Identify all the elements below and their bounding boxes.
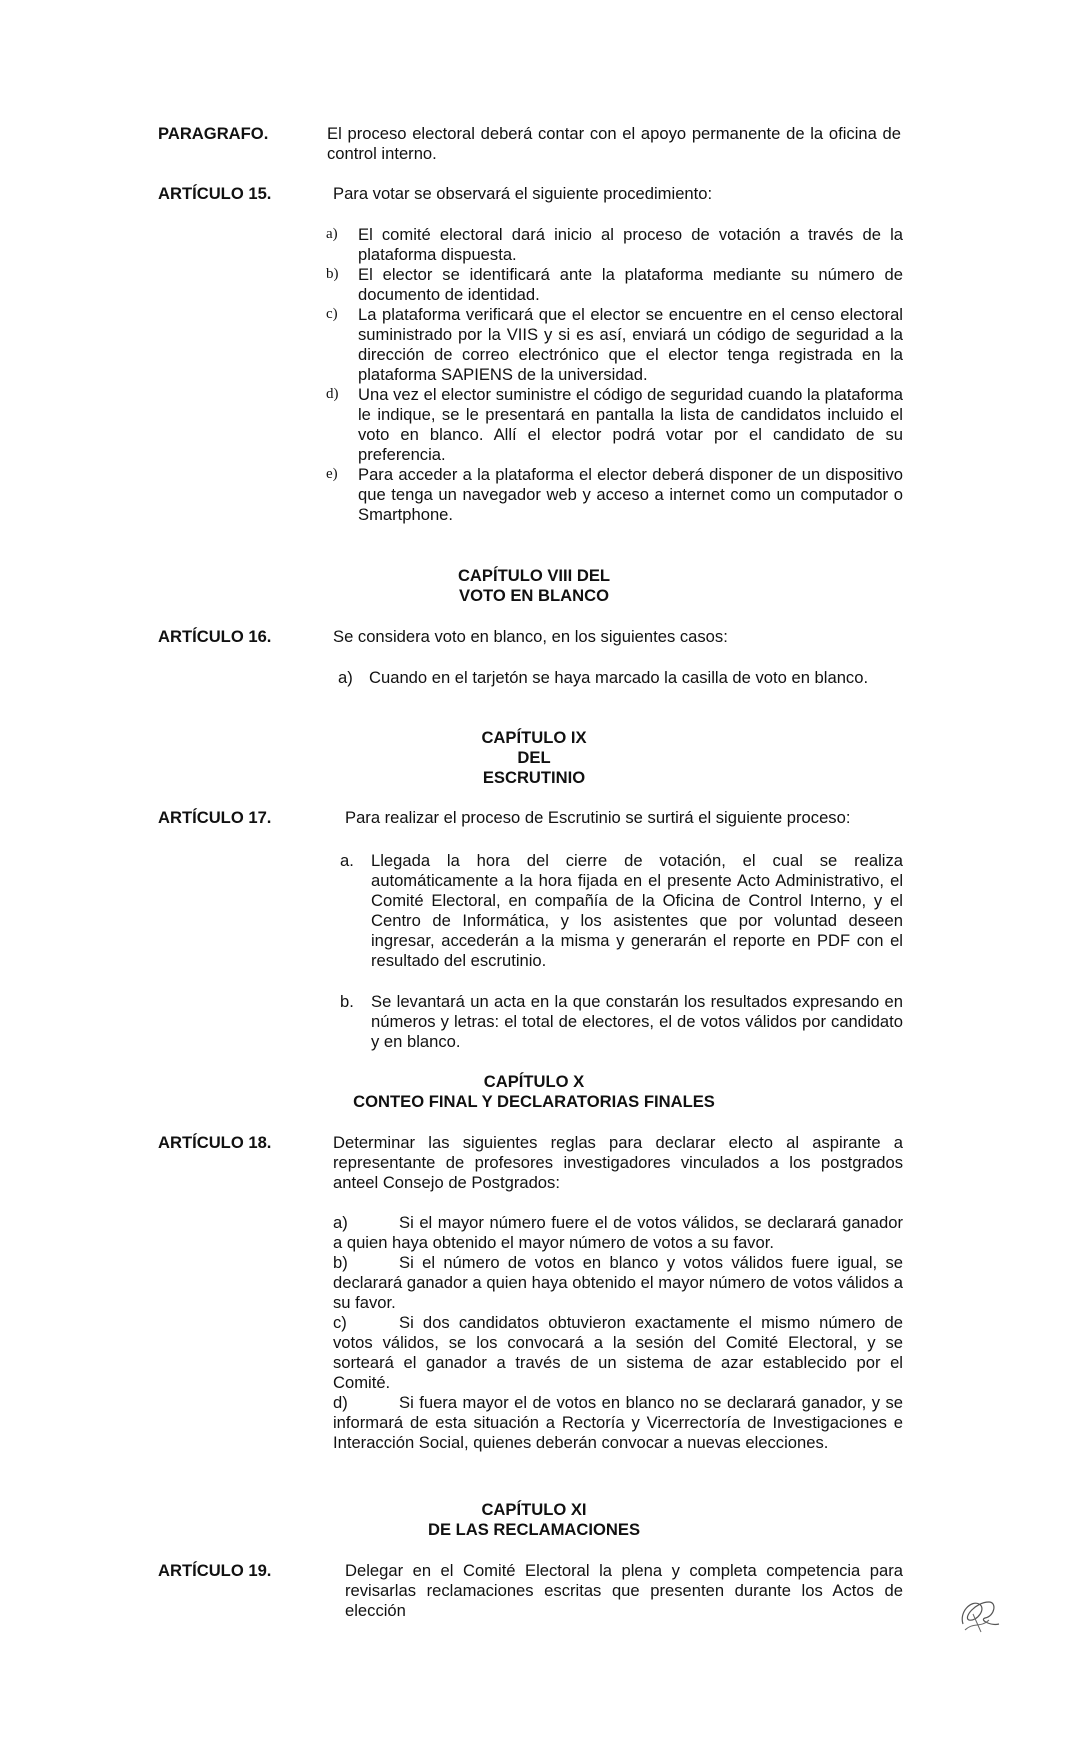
list-marker: a. (340, 851, 354, 870)
chapter-subtitle: CONTEO FINAL Y DECLARATORIAS FINALES (353, 1092, 715, 1111)
article-19-label: ARTÍCULO 19. (158, 1561, 272, 1580)
list-marker: c) (333, 1313, 347, 1332)
list-item (333, 1313, 903, 1393)
article-17-intro: Para realizar el proceso de Escrutinio se surtirá el siguiente proceso: (345, 808, 851, 827)
chapter-11-heading (0, 1500, 1068, 1540)
chapter-title: CAPÍTULO VIII DEL (457, 566, 611, 585)
chapter-8-heading (0, 566, 1068, 606)
article-18-label: ARTÍCULO 18. (158, 1133, 272, 1152)
paragrafo-text: El proceso electoral deberá contar con el apoyo permanente de la oficina de control interno. (327, 124, 901, 163)
list-marker: d) (326, 386, 339, 402)
paragrafo-label: PARAGRAFO. (158, 124, 269, 143)
article-15-intro: Para votar se observará el siguiente procedimiento: (333, 184, 713, 203)
signature-icon (955, 1594, 1003, 1638)
chapter-subtitle: VOTO EN BLANCO (459, 586, 609, 605)
chapter-10-heading (0, 1072, 1068, 1112)
list-item-text: Si el mayor número fuere el de votos válidos, se declarará ganador a quien haya obtenido el mayor número de votos a su favor. (333, 1213, 903, 1252)
list-item (333, 1213, 903, 1253)
list-marker: b) (326, 266, 339, 282)
list-item (333, 1393, 903, 1453)
chapter-subtitle: DEL (517, 748, 551, 767)
list-marker: a) (326, 226, 338, 242)
article-17-label: ARTÍCULO 17. (158, 808, 272, 827)
chapter-title: CAPÍTULO X (483, 1072, 585, 1091)
list-item: Se levantará un acta en la que constarán los resultados expresando en números y letras: el total de electores, el de votos válidos por candidato y en blanco. (371, 992, 903, 1051)
list-item (333, 1253, 903, 1313)
list-item-text: Si dos candidatos obtuvieron exactamente el mismo número de votos válidos, se los convocará a la sesión del Comité Electoral, y se sorteará el ganador a través de un sistema de azar establecido por el Comité. (333, 1313, 903, 1392)
list-item: El comité electoral dará inicio al proceso de votación a través de la plataforma dispuesta. (358, 225, 903, 264)
article-15-label: ARTÍCULO 15. (158, 184, 272, 203)
list-item: Para acceder a la plataforma el elector deberá disponer de un dispositivo que tenga un navegador web y acceso a internet como un computador o Smartphone. (358, 465, 903, 524)
chapter-title: CAPÍTULO XI (481, 1500, 587, 1519)
list-marker: e) (326, 466, 338, 482)
list-marker: a) (338, 668, 353, 687)
list-item-text: Si el número de votos en blanco y votos válidos fuere igual, se declarará ganador a quien haya obtenido el mayor número de votos válidos a su favor. (333, 1253, 903, 1312)
list-item: Llegada la hora del cierre de votación, el cual se realiza automáticamente a la hora fijada en el presente Acto Administrativo, el Comité Electoral, en compañía de la Oficina de Control Interno, y el Centro de Informática, y los asistentes que por voluntad deseen ingresar, accederán a la misma y generarán el reporte en PDF con el resultado del escrutinio. (371, 851, 903, 970)
list-marker: d) (333, 1393, 348, 1412)
article-16-intro: Se considera voto en blanco, en los siguientes casos: (333, 627, 728, 646)
chapter-subtitle: ESCRUTINIO (482, 768, 586, 787)
chapter-subtitle: DE LAS RECLAMACIONES (427, 1520, 641, 1539)
list-marker: a) (333, 1213, 348, 1232)
article-16-label: ARTÍCULO 16. (158, 627, 272, 646)
list-item-text: Si fuera mayor el de votos en blanco no se declarará ganador, y se informará de esta situación a Rectoría y Vicerrectoría de Investigaciones e Interacción Social, quienes deberán convocar a nuevas elecciones. (333, 1393, 903, 1452)
article-18-intro: Determinar las siguientes reglas para declarar electo al aspirante a representante de profesores investigadores vinculados a los postgrados anteel Consejo de Postgrados: (333, 1133, 903, 1192)
list-marker: c) (326, 306, 338, 322)
list-marker: b. (340, 992, 354, 1011)
article-19-text: Delegar en el Comité Electoral la plena y completa competencia para revisarlas reclamaciones escritas que presenten durante los Actos de elección (345, 1561, 903, 1620)
list-item: Una vez el elector suministre el código de seguridad cuando la plataforma le indique, se le presentará en pantalla la lista de candidatos incluido el voto en blanco. Allí el elector podrá votar por el candidato de su preferencia. (358, 385, 903, 464)
list-item: Cuando en el tarjetón se haya marcado la casilla de voto en blanco. (369, 668, 869, 687)
list-item: El elector se identificará ante la plataforma mediante su número de documento de identidad. (358, 265, 903, 304)
chapter-9-heading (0, 728, 1068, 788)
list-marker: b) (333, 1253, 348, 1272)
list-item: La plataforma verificará que el elector se encuentre en el censo electoral suministrado por la VIIS y si es así, enviará un código de seguridad a la dirección de correo electrónico que el elector tenga registrada en la plataforma SAPIENS de la universidad. (358, 305, 903, 384)
chapter-title: CAPÍTULO IX (481, 728, 587, 747)
